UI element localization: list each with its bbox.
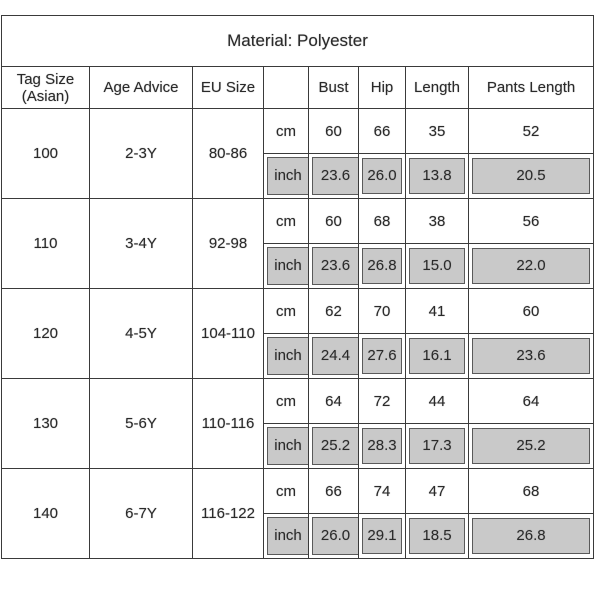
bust-cell-inch-value: 26.0 bbox=[312, 517, 358, 555]
unit-cell-inch-value: inch bbox=[267, 517, 308, 555]
age-advice-cell: 6-7Y bbox=[90, 469, 193, 559]
eu-size-cell: 110-116 bbox=[193, 379, 264, 469]
pants-length-cell-inch bbox=[469, 334, 594, 379]
unit-cell-inch bbox=[264, 154, 309, 199]
length-cell-inch-value: 13.8 bbox=[409, 158, 465, 194]
length-cell-cm: 47 bbox=[406, 469, 469, 514]
header-length: Length bbox=[406, 67, 469, 109]
hip-cell-cm: 66 bbox=[359, 109, 406, 154]
size-row-cm bbox=[2, 469, 594, 514]
pants-length-cell-inch-value: 22.0 bbox=[472, 248, 590, 284]
unit-cell-cm: cm bbox=[264, 379, 309, 424]
age-advice-cell: 2-3Y bbox=[90, 109, 193, 199]
length-cell-inch-value: 16.1 bbox=[409, 338, 465, 374]
size-table bbox=[1, 15, 594, 559]
header-age-advice: Age Advice bbox=[90, 67, 193, 109]
unit-cell-cm: cm bbox=[264, 109, 309, 154]
pants-length-cell-inch bbox=[469, 424, 594, 469]
hip-cell-inch-value: 26.0 bbox=[362, 158, 402, 194]
header-pants-length: Pants Length bbox=[469, 67, 594, 109]
length-cell-cm: 38 bbox=[406, 199, 469, 244]
header-row bbox=[2, 67, 594, 109]
bust-cell-cm: 62 bbox=[309, 289, 359, 334]
header-bust: Bust bbox=[309, 67, 359, 109]
header-unit bbox=[264, 67, 309, 109]
length-cell-inch bbox=[406, 424, 469, 469]
size-table-body bbox=[2, 109, 594, 559]
pants-length-cell-inch-value: 20.5 bbox=[472, 158, 590, 194]
pants-length-cell-inch-value: 25.2 bbox=[472, 428, 590, 464]
bust-cell-inch-value: 24.4 bbox=[312, 337, 358, 375]
header-tag-size-line1: Tag Size bbox=[16, 70, 75, 88]
unit-cell-cm: cm bbox=[264, 199, 309, 244]
pants-length-cell-inch-value: 23.6 bbox=[472, 338, 590, 374]
title-row bbox=[2, 16, 594, 67]
unit-cell-inch-value: inch bbox=[267, 157, 308, 195]
unit-cell-inch bbox=[264, 334, 309, 379]
header-tag-size bbox=[2, 67, 90, 109]
bust-cell-cm: 60 bbox=[309, 109, 359, 154]
pants-length-cell-cm: 68 bbox=[469, 469, 594, 514]
unit-cell-cm: cm bbox=[264, 289, 309, 334]
length-cell-inch-value: 15.0 bbox=[409, 248, 465, 284]
pants-length-cell-cm: 52 bbox=[469, 109, 594, 154]
pants-length-cell-inch-value: 26.8 bbox=[472, 518, 590, 554]
bust-cell-inch-value: 25.2 bbox=[312, 427, 358, 465]
size-row-cm bbox=[2, 379, 594, 424]
header-eu-size: EU Size bbox=[193, 67, 264, 109]
eu-size-cell: 80-86 bbox=[193, 109, 264, 199]
bust-cell-inch bbox=[309, 514, 359, 559]
bust-cell-inch bbox=[309, 424, 359, 469]
unit-cell-inch-value: inch bbox=[267, 247, 308, 285]
pants-length-cell-inch bbox=[469, 514, 594, 559]
bust-cell-inch bbox=[309, 154, 359, 199]
hip-cell-inch-value: 29.1 bbox=[362, 518, 402, 554]
eu-size-cell: 92-98 bbox=[193, 199, 264, 289]
hip-cell-inch bbox=[359, 424, 406, 469]
material-title: Material: Polyester bbox=[2, 16, 594, 67]
header-hip: Hip bbox=[359, 67, 406, 109]
age-advice-cell: 4-5Y bbox=[90, 289, 193, 379]
hip-cell-inch bbox=[359, 514, 406, 559]
length-cell-cm: 35 bbox=[406, 109, 469, 154]
age-advice-cell: 3-4Y bbox=[90, 199, 193, 289]
hip-cell-inch bbox=[359, 334, 406, 379]
pants-length-cell-cm: 60 bbox=[469, 289, 594, 334]
tag-size-cell: 110 bbox=[2, 199, 90, 289]
size-row-cm bbox=[2, 199, 594, 244]
hip-cell-inch bbox=[359, 244, 406, 289]
bust-cell-cm: 60 bbox=[309, 199, 359, 244]
hip-cell-inch-value: 26.8 bbox=[362, 248, 402, 284]
pants-length-cell-inch bbox=[469, 244, 594, 289]
unit-cell-inch-value: inch bbox=[267, 427, 308, 465]
bust-cell-inch bbox=[309, 334, 359, 379]
bust-cell-inch bbox=[309, 244, 359, 289]
length-cell-inch bbox=[406, 514, 469, 559]
hip-cell-cm: 74 bbox=[359, 469, 406, 514]
eu-size-cell: 116-122 bbox=[193, 469, 264, 559]
size-row-cm bbox=[2, 109, 594, 154]
unit-cell-inch-value: inch bbox=[267, 337, 308, 375]
length-cell-inch-value: 18.5 bbox=[409, 518, 465, 554]
hip-cell-cm: 72 bbox=[359, 379, 406, 424]
tag-size-cell: 100 bbox=[2, 109, 90, 199]
hip-cell-inch-value: 27.6 bbox=[362, 338, 402, 374]
pants-length-cell-cm: 64 bbox=[469, 379, 594, 424]
age-advice-cell: 5-6Y bbox=[90, 379, 193, 469]
unit-cell-inch bbox=[264, 244, 309, 289]
unit-cell-inch bbox=[264, 424, 309, 469]
tag-size-cell: 140 bbox=[2, 469, 90, 559]
hip-cell-inch-value: 28.3 bbox=[362, 428, 402, 464]
tag-size-cell: 120 bbox=[2, 289, 90, 379]
hip-cell-cm: 68 bbox=[359, 199, 406, 244]
unit-cell-inch bbox=[264, 514, 309, 559]
size-chart bbox=[1, 15, 593, 559]
bust-cell-cm: 64 bbox=[309, 379, 359, 424]
bust-cell-inch-value: 23.6 bbox=[312, 247, 358, 285]
length-cell-inch-value: 17.3 bbox=[409, 428, 465, 464]
bust-cell-inch-value: 23.6 bbox=[312, 157, 358, 195]
tag-size-cell: 130 bbox=[2, 379, 90, 469]
header-tag-size-line2: (Asian) bbox=[21, 87, 70, 105]
eu-size-cell: 104-110 bbox=[193, 289, 264, 379]
hip-cell-cm: 70 bbox=[359, 289, 406, 334]
pants-length-cell-inch bbox=[469, 154, 594, 199]
length-cell-inch bbox=[406, 334, 469, 379]
pants-length-cell-cm: 56 bbox=[469, 199, 594, 244]
length-cell-cm: 44 bbox=[406, 379, 469, 424]
length-cell-cm: 41 bbox=[406, 289, 469, 334]
bust-cell-cm: 66 bbox=[309, 469, 359, 514]
hip-cell-inch bbox=[359, 154, 406, 199]
length-cell-inch bbox=[406, 244, 469, 289]
unit-cell-cm: cm bbox=[264, 469, 309, 514]
length-cell-inch bbox=[406, 154, 469, 199]
size-row-cm bbox=[2, 289, 594, 334]
